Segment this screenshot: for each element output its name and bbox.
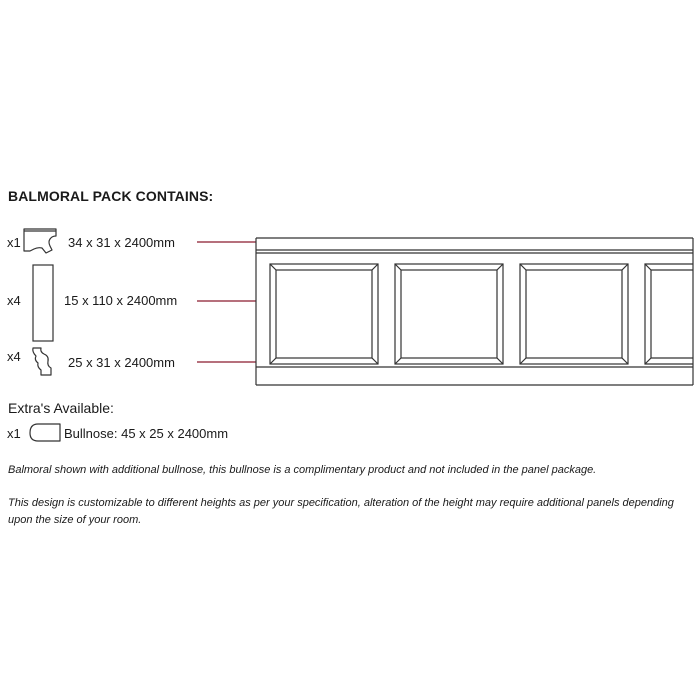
note-bullnose: Balmoral shown with additional bullnose, this bullnose is a complimentary product and not included in the panel package. <box>8 464 597 476</box>
dado-rail-profile-icon <box>24 229 56 253</box>
extra-1-label: Bullnose: 45 x 25 x 2400mm <box>64 426 229 441</box>
panel-board-icon <box>33 265 53 341</box>
component-2-quantity: x4 <box>7 293 21 308</box>
pack-title: BALMORAL PACK CONTAINS: <box>8 188 214 204</box>
component-3-dimensions: 25 x 31 x 2400mm <box>68 355 175 370</box>
component-1-dimensions: 34 x 31 x 2400mm <box>68 235 175 250</box>
component-2-dimensions: 15 x 110 x 2400mm <box>64 293 178 308</box>
note-customizable: This design is customizable to different heights as per your specification, alteration of the height may require additional panels depending upon the size of your room. <box>8 497 674 526</box>
bullnose-profile-icon <box>30 424 60 441</box>
skirting-profile-icon <box>33 348 51 375</box>
raised-panel-2 <box>395 264 503 364</box>
component-1-quantity: x1 <box>7 235 21 250</box>
extras-heading: Extra's Available: <box>8 400 114 416</box>
raised-panel-3 <box>520 264 628 364</box>
component-3-quantity: x4 <box>7 349 21 364</box>
leader-lines <box>197 242 256 362</box>
extra-1-quantity: x1 <box>7 426 21 441</box>
wall-panel-elevation <box>256 238 693 385</box>
raised-panel-1 <box>270 264 378 364</box>
raised-panel-4-partial <box>645 264 693 364</box>
